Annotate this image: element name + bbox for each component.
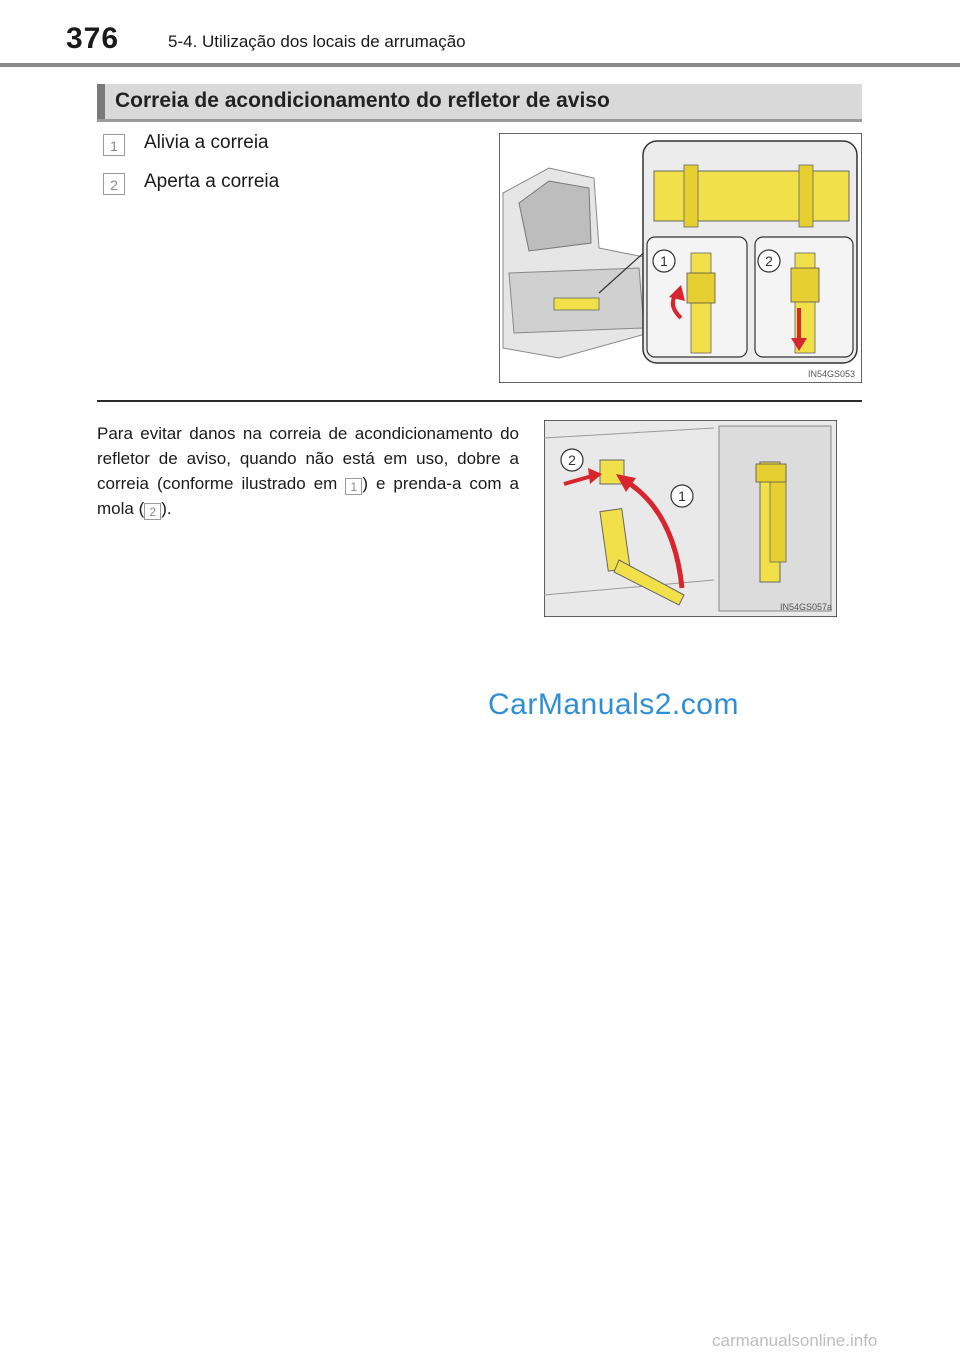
page-number: 376 — [66, 22, 120, 55]
page-header — [0, 0, 960, 70]
callout-number: 1 — [678, 488, 686, 504]
callout-number: 2 — [568, 452, 576, 468]
footer-watermark: carmanualsonline.info — [712, 1331, 878, 1350]
section-title: Correia de acondicionamento do refletor de aviso — [115, 89, 610, 112]
strap-fold-illustration — [544, 420, 837, 617]
paragraph-text: ) e prenda-a com a mola ( — [97, 474, 519, 518]
strap-adjust-illustration — [499, 133, 862, 383]
section-divider — [97, 400, 862, 402]
callout-2 — [561, 449, 583, 471]
step-number-badge: 2 — [103, 173, 125, 195]
figure-code: IN54GS057a — [779, 602, 832, 612]
header-divider — [0, 63, 960, 67]
section-header — [97, 84, 862, 122]
inline-ref-badge: 2 — [144, 503, 161, 520]
paragraph-text: ). — [161, 499, 172, 518]
figure-code: IN54GS053 — [807, 369, 855, 379]
step-number-badge: 1 — [103, 134, 125, 156]
chapter-title: 5-4. Utilização dos locais de arrumação — [168, 32, 466, 51]
paragraph-text: Para evitar danos na correia de acondicionamento do refletor de aviso, quando não está em uso, dobre a correia (conforme ilustrado em — [97, 424, 519, 493]
callout-number: 1 — [660, 253, 668, 269]
callout-2 — [758, 250, 780, 272]
step-text: Alivia a correia — [144, 132, 269, 153]
watermark: CarManuals2.com — [488, 688, 739, 721]
callout-1 — [653, 250, 675, 272]
section-accent — [97, 84, 105, 119]
body-paragraph — [97, 421, 519, 521]
step-text: Aperta a correia — [144, 171, 280, 192]
callout-1 — [671, 485, 693, 507]
callout-number: 2 — [765, 253, 773, 269]
inline-ref-badge: 1 — [345, 478, 362, 495]
